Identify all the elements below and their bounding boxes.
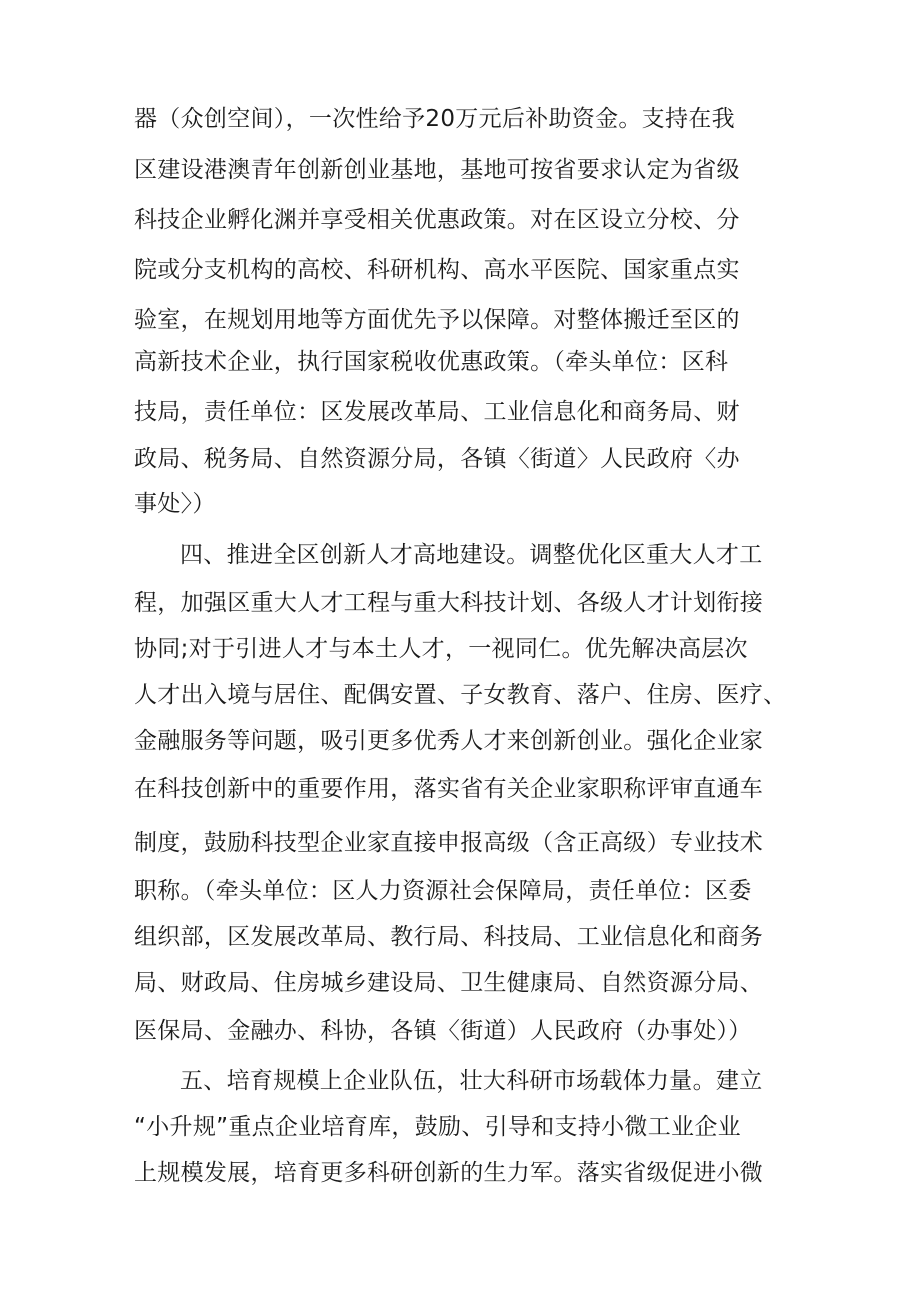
- text-line-9: 事处〉）: [134, 491, 216, 517]
- text-line-3: 科技企业孵化渊并享受相关优惠政策。对在区设立分校、分: [134, 207, 740, 233]
- text-line-6: 高新技术企业，执行国家税收优惠政策。（牵头单位：区科: [134, 349, 729, 375]
- text-line-7: 技局，责任单位：区发展改革局、工业信息化和商务局、财: [134, 399, 740, 425]
- text-line-5: 验室，在规划用地等方面优先予以保障。对整体搬迁至区的: [134, 307, 740, 333]
- text-line-16: 制度，鼓励科技型企业家直接申报高级（含正高级）专业技术: [134, 830, 764, 856]
- text-line-2: 区建设港澳青年创新创业基地，基地可按省要求认定为省级: [134, 157, 740, 183]
- text-line-15: 在科技创新中的重要作用，落实省有关企业家职称评审直通车: [134, 776, 764, 802]
- text-line-23: 上规模发展，培育更多科研创新的生力军。落实省级促进小微: [134, 1160, 764, 1186]
- text-line-22: “小升规”重点企业培育库，鼓励、引导和支持小微工业企业: [134, 1114, 741, 1140]
- text-line-4: 院或分支机构的高校、科研机构、高水平医院、国家重点实: [134, 257, 740, 283]
- text-line-10: 四、推进全区创新人才高地建设。调整优化区重大人才工: [180, 542, 763, 568]
- text-line-14: 金融服务等问题，吸引更多优秀人才来创新创业。强化企业家: [134, 728, 764, 754]
- text-line-11: 程，加强区重大人才工程与重大科技计划、各级人才计划衔接: [134, 590, 764, 616]
- text-line-12: 协同;对于引进人才与本土人才，一视同仁。优先解决高层次: [134, 636, 748, 662]
- text-line-19: 局、财政局、住房城乡建设局、卫生健康局、自然资源分局、: [134, 970, 764, 996]
- text-line-8: 政局、税务局、自然资源分局，各镇〈街道〉人民政府〈办: [134, 446, 740, 472]
- text-line-13: 人才出入境与居住、配偶安置、子女教育、落户、住房、医疗、: [134, 682, 787, 708]
- text-line-18: 组织部，区发展改革局、教行局、科技局、工业信息化和商务: [134, 924, 764, 950]
- text-line-1: 器（众创空间），一次性给予20万元后补助资金。支持在我: [134, 106, 735, 132]
- text-line-21: 五、培育规模上企业队伍，壮大科研市场载体力量。建立: [180, 1068, 763, 1094]
- text-line-17: 职称。（牵头单位：区人力资源社会保障局，责任单位：区委: [134, 878, 752, 904]
- text-line-20: 医保局、金融办、科协，各镇〈街道）人民政府（办事处））: [134, 1018, 752, 1044]
